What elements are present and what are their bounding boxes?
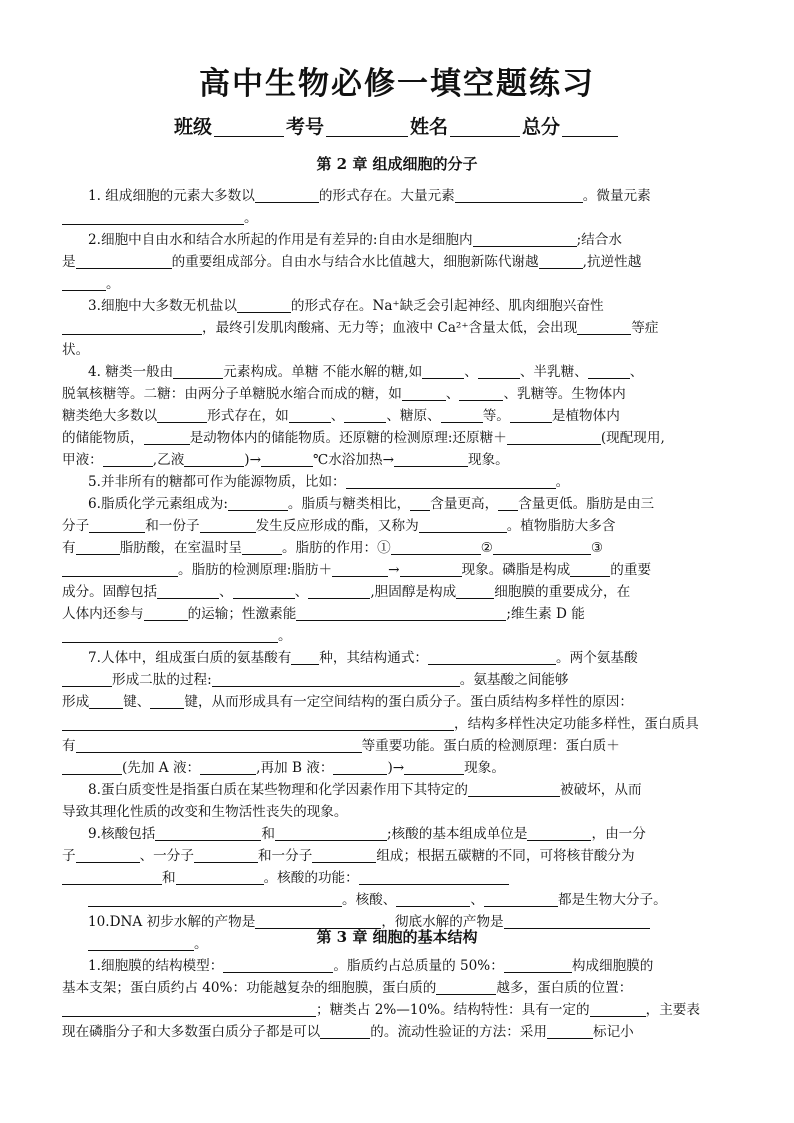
answer-blank[interactable] [184, 451, 244, 467]
question-line: 。 [62, 933, 738, 955]
question-line: 有 脂肪酸，在室温时呈 。脂肪的作用：① ② ③ [62, 540, 604, 556]
answer-blank[interactable] [493, 539, 591, 555]
answer-blank[interactable] [76, 737, 362, 753]
question-line: 导致其理化性质的改变和生物活性丧失的现象。 [62, 804, 348, 820]
question-line: 和 。核酸的功能： [62, 867, 738, 889]
answer-blank[interactable] [62, 275, 106, 291]
answer-blank[interactable] [410, 495, 430, 511]
answer-blank[interactable] [332, 561, 388, 577]
answer-blank[interactable] [173, 363, 223, 379]
question-line: 形成二肽的过程: 。氨基酸之间能够 [62, 669, 738, 691]
answer-blank[interactable] [255, 187, 319, 203]
answer-blank[interactable] [344, 407, 386, 423]
answer-blank[interactable] [473, 231, 577, 247]
question-line: 子 、一分子 和一分子 组成；根据五碳糖的不同，可将核苷酸分为 [62, 848, 635, 864]
answer-blank[interactable] [504, 957, 572, 973]
question-line: 甲液： ,乙液 )→ ℃水浴加热→ 现象。 [62, 452, 509, 468]
answer-blank[interactable] [359, 869, 509, 885]
answer-blank[interactable] [275, 825, 387, 841]
question-line: 3.细胞中大多数无机盐以 的形式存在。Na⁺缺乏会引起神经、肌肉细胞兴奋性 [88, 298, 604, 314]
answer-blank[interactable] [62, 561, 178, 577]
answer-blank[interactable] [228, 495, 288, 511]
question-line: 4. 糖类一般由 元素构成。单糖 不能水解的糖,如 、 、半乳糖、 、 [88, 364, 644, 380]
answer-blank[interactable] [157, 407, 207, 423]
answer-blank[interactable] [428, 649, 556, 665]
answer-blank[interactable] [455, 187, 583, 203]
chapter-3-heading: 第 3 章 细胞的基本结构 [316, 928, 478, 946]
answer-blank[interactable] [527, 825, 591, 841]
answer-blank[interactable] [547, 1023, 593, 1039]
question-line: 2.细胞中自由水和结合水所起的作用是有差异的:自由水是细胞内 ;结合水 [88, 232, 622, 248]
answer-blank[interactable] [456, 583, 494, 599]
answer-blank[interactable] [588, 363, 630, 379]
answer-blank[interactable] [333, 759, 387, 775]
answer-blank[interactable] [144, 429, 190, 445]
question-line: 状。 [62, 342, 90, 358]
answer-blank[interactable] [577, 319, 631, 335]
answer-blank[interactable] [237, 297, 291, 313]
answer-blank[interactable] [320, 1023, 370, 1039]
answer-blank[interactable] [346, 473, 556, 489]
chapter-2-content [62, 185, 738, 955]
answer-blank[interactable] [62, 1001, 316, 1017]
chapter-3-content [62, 955, 738, 1043]
answer-blank[interactable] [62, 209, 244, 225]
answer-blank[interactable] [468, 781, 560, 797]
question-line: 。 [62, 273, 738, 295]
answer-blank[interactable] [157, 583, 219, 599]
chapter-2-heading: 第 2 章 组成细胞的分子 [316, 155, 478, 173]
question-line: 5.并非所有的糖都可作为能源物质，比如： 。 [88, 474, 570, 490]
answer-blank[interactable] [308, 583, 370, 599]
answer-blank[interactable] [419, 517, 507, 533]
question-line: ；糖类占 2%—10%。结构特性：具有一定的 ，主要表 [62, 999, 738, 1021]
answer-blank[interactable] [62, 671, 112, 687]
answer-blank[interactable] [394, 451, 468, 467]
answer-blank[interactable] [76, 253, 172, 269]
answer-blank[interactable] [176, 869, 264, 885]
answer-blank[interactable] [289, 407, 331, 423]
question-line: 是 的重要组成部分。自由水与结合水比值越大，细胞新陈代谢越 ,抗逆性越 [62, 254, 642, 270]
question-line: 基本支架；蛋白质约占 40%：功能越复杂的细胞膜，蛋白质的 越多，蛋白质的位置： [62, 980, 633, 996]
answer-blank[interactable] [291, 649, 319, 665]
question-line: 的储能物质， 是动物体内的储能物质。还原糖的检测原理:还原糖＋ (现配现用, [62, 430, 665, 446]
question-line: 分子 和一份子 发生反应形成的酯，又称为 。植物脂肪大多含 [62, 518, 616, 534]
answer-blank[interactable] [76, 847, 140, 863]
answer-blank[interactable] [484, 891, 558, 907]
answer-blank[interactable] [422, 363, 464, 379]
page-title: 高中生物必修一填空题练习 [199, 66, 595, 102]
question-line: 现在磷脂分子和大多数蛋白质分子都是可以 的。流动性验证的方法：采用 标记小 [62, 1024, 634, 1040]
question-line: 10.DNA 初步水解的产物是 ，彻底水解的产物是 [62, 911, 738, 933]
answer-blank[interactable] [261, 451, 313, 467]
class-blank[interactable] [214, 116, 284, 137]
answer-blank[interactable] [400, 561, 462, 577]
question-line: 。 [62, 207, 738, 229]
question-line: 9.核酸包括 和 ;核酸的基本组成单位是 ，由一分 [88, 826, 646, 842]
name-blank[interactable] [450, 116, 520, 137]
question-line: 形成 键、 键，从而形成具有一定空间结构的蛋白质分子。蛋白质结构多样性的原因： [62, 694, 633, 710]
answer-blank[interactable] [155, 825, 261, 841]
answer-blank[interactable] [88, 891, 342, 907]
question-line: 1.细胞膜的结构模型： 。脂质约占总质量的 50%： 构成细胞膜的 [88, 958, 654, 974]
answer-blank[interactable] [62, 715, 454, 731]
answer-blank[interactable] [396, 891, 470, 907]
answer-blank[interactable] [194, 847, 258, 863]
exam-no-blank[interactable] [326, 116, 408, 137]
answer-blank[interactable] [242, 539, 282, 555]
answer-blank[interactable] [62, 627, 278, 643]
answer-blank[interactable] [570, 561, 610, 577]
answer-blank[interactable] [510, 407, 552, 423]
question-line: (先加 A 液： ,再加 B 液： )→ 现象。 [62, 757, 738, 779]
question-line: 1. 组成细胞的元素大多数以 的形式存在。大量元素 。微量元素 [88, 188, 651, 204]
answer-blank[interactable] [478, 363, 520, 379]
answer-blank[interactable] [62, 759, 122, 775]
question-line: 。核酸、 、 都是生物大分子。 [62, 889, 738, 911]
answer-blank[interactable] [441, 407, 483, 423]
class-label: 班级 [173, 116, 212, 138]
answer-blank[interactable] [404, 759, 464, 775]
answer-blank[interactable] [62, 869, 162, 885]
answer-blank[interactable] [223, 957, 333, 973]
answer-blank[interactable] [312, 847, 376, 863]
answer-blank[interactable] [296, 605, 506, 621]
exam-no-label: 考号 [285, 116, 324, 138]
answer-blank[interactable] [89, 517, 145, 533]
answer-blank[interactable] [402, 385, 446, 401]
answer-blank[interactable] [89, 693, 123, 709]
answer-blank[interactable] [103, 451, 153, 467]
answer-blank[interactable] [539, 253, 583, 269]
answer-blank[interactable] [144, 605, 188, 621]
question-line: 。脂肪的检测原理:脂肪＋ → 现象。磷脂是构成 的重要 [62, 559, 738, 581]
answer-blank[interactable] [507, 429, 601, 445]
answer-blank[interactable] [150, 693, 184, 709]
answer-blank[interactable] [62, 319, 202, 335]
answer-blank[interactable] [391, 539, 481, 555]
score-label: 总分 [522, 116, 561, 138]
answer-blank[interactable] [200, 517, 256, 533]
answer-blank[interactable] [212, 671, 460, 687]
question-line: 。 [62, 625, 738, 647]
answer-blank[interactable] [200, 759, 256, 775]
name-label: 姓名 [410, 116, 449, 138]
student-info-row [0, 112, 794, 139]
answer-blank[interactable] [459, 385, 503, 401]
score-blank[interactable] [562, 116, 618, 137]
question-line: 成分。固醇包括 、 、 ,胆固醇是构成 细胞膜的重要成分，在 [62, 584, 631, 600]
answer-blank[interactable] [498, 495, 518, 511]
question-line: 人体内还参与 的运输；性激素能 ;维生素 D 能 [62, 606, 585, 622]
answer-blank[interactable] [590, 1001, 646, 1017]
answer-blank[interactable] [76, 539, 120, 555]
question-line: 8.蛋白质变性是指蛋白质在某些物理和化学因素作用下其特定的 被破坏，从而 [88, 782, 642, 798]
question-line: 7.人体中，组成蛋白质的氨基酸有 种，其结构通式： 。两个氨基酸 [88, 650, 638, 666]
answer-blank[interactable] [233, 583, 295, 599]
question-line: ，结构多样性决定功能多样性，蛋白质具 [62, 713, 738, 735]
question-line: 有 等重要功能。蛋白质的检测原理：蛋白质＋ [62, 738, 620, 754]
question-line: 6.脂质化学元素组成为: 。脂质与糖类相比， 含量更高， 含量更低。脂肪是由三 [88, 496, 655, 512]
question-line: 脱氧核糖等。二糖：由两分子单糖脱水缩合而成的糖，如 、 、乳糖等。生物体内 [62, 386, 626, 402]
question-line: ，最终引发肌肉酸痛、无力等；血液中 Ca²⁺含量太低，会出现 等症 [62, 317, 738, 339]
answer-blank[interactable] [436, 979, 496, 995]
question-line: 糖类绝大多数以 形式存在，如 、 、糖原、 等。 是植物体内 [62, 408, 620, 424]
